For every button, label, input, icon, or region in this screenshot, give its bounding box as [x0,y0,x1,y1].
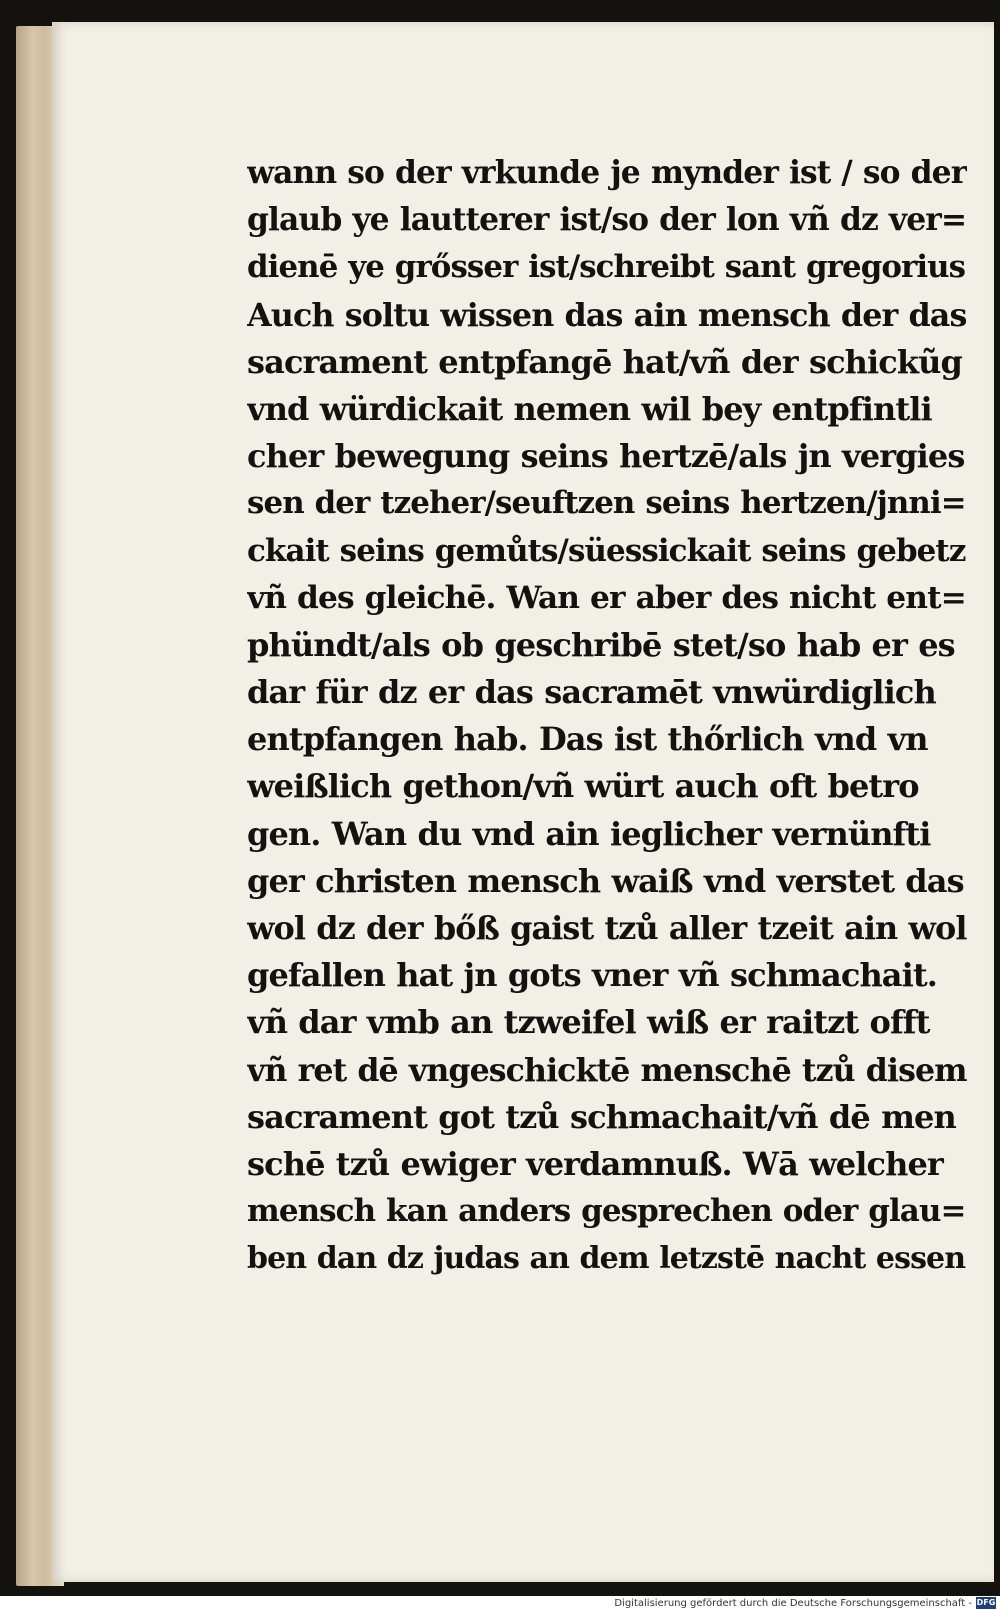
text-line: Auch soltu wissen das ain mensch der das [247,296,967,334]
text-line: sen der tzeher/seuftzen seins hertzen/jnni= [247,485,966,522]
text-line: wol dz der bőß gaist tzů aller tzeit ain wol [247,909,967,947]
text-line: weißlich gethon/vñ würt auch oft betro [247,767,919,806]
text-line: vnd würdickait nemen wil bey entpfintli [247,389,932,428]
text-line: ckait seins gemůts/süessickait seins gebetz [247,532,966,569]
text-line: cher bewegung seins hertzē/als jn vergies [247,437,965,476]
text-line: gefallen hat jn gots vner vñ schmachait. [247,956,938,995]
book-page [52,22,994,1582]
text-line: mensch kan anders gesprechen oder glau= [247,1193,966,1230]
text-line: gen. Wan du vnd ain ieglicher vernünfti [247,814,931,853]
footer-bar [0,1596,1000,1611]
text-line: sacrament entpfangē hat/vñ der schickũg [247,342,962,381]
text-line: dar für dz er das sacramēt vnwürdiglich [247,673,936,712]
text-line: schē tzů ewiger verdamnuß. Wā welcher [247,1144,943,1183]
text-line: vñ dar vmb an tzweifel wiß er raitzt offt [247,1003,930,1042]
text-line: wann so der vrkunde je mynder ist / so der [247,155,967,191]
text-line: ger christen mensch waiß vnd verstet das [247,861,964,900]
dfg-logo: DFG [976,1598,996,1607]
text-line: entpfangen hab. Das ist thőrlich vnd vn [247,720,928,759]
text-block [247,150,967,1283]
text-line: ben dan dz judas an dem letzstē nacht essen [247,1241,966,1277]
text-line: vñ ret dē vngeschicktē menschē tzů disem [247,1051,967,1089]
text-line: dienē ye grősser ist/schreibt sant gregorius [247,249,966,286]
text-line: phündt/als ob geschribē stet/so hab er es [247,625,955,664]
footer-credit: Digitalisierung gefördert durch die Deutsche Forschungsgemeinschaft - [614,1598,972,1609]
text-line: sacrament got tzů schmachait/vñ dē men [247,1097,956,1136]
text-line: vñ des gleichē. Wan er aber des nicht ent= [247,579,966,616]
text-line: glaub ye lautterer ist/so der lon vñ dz ver= [247,202,967,239]
